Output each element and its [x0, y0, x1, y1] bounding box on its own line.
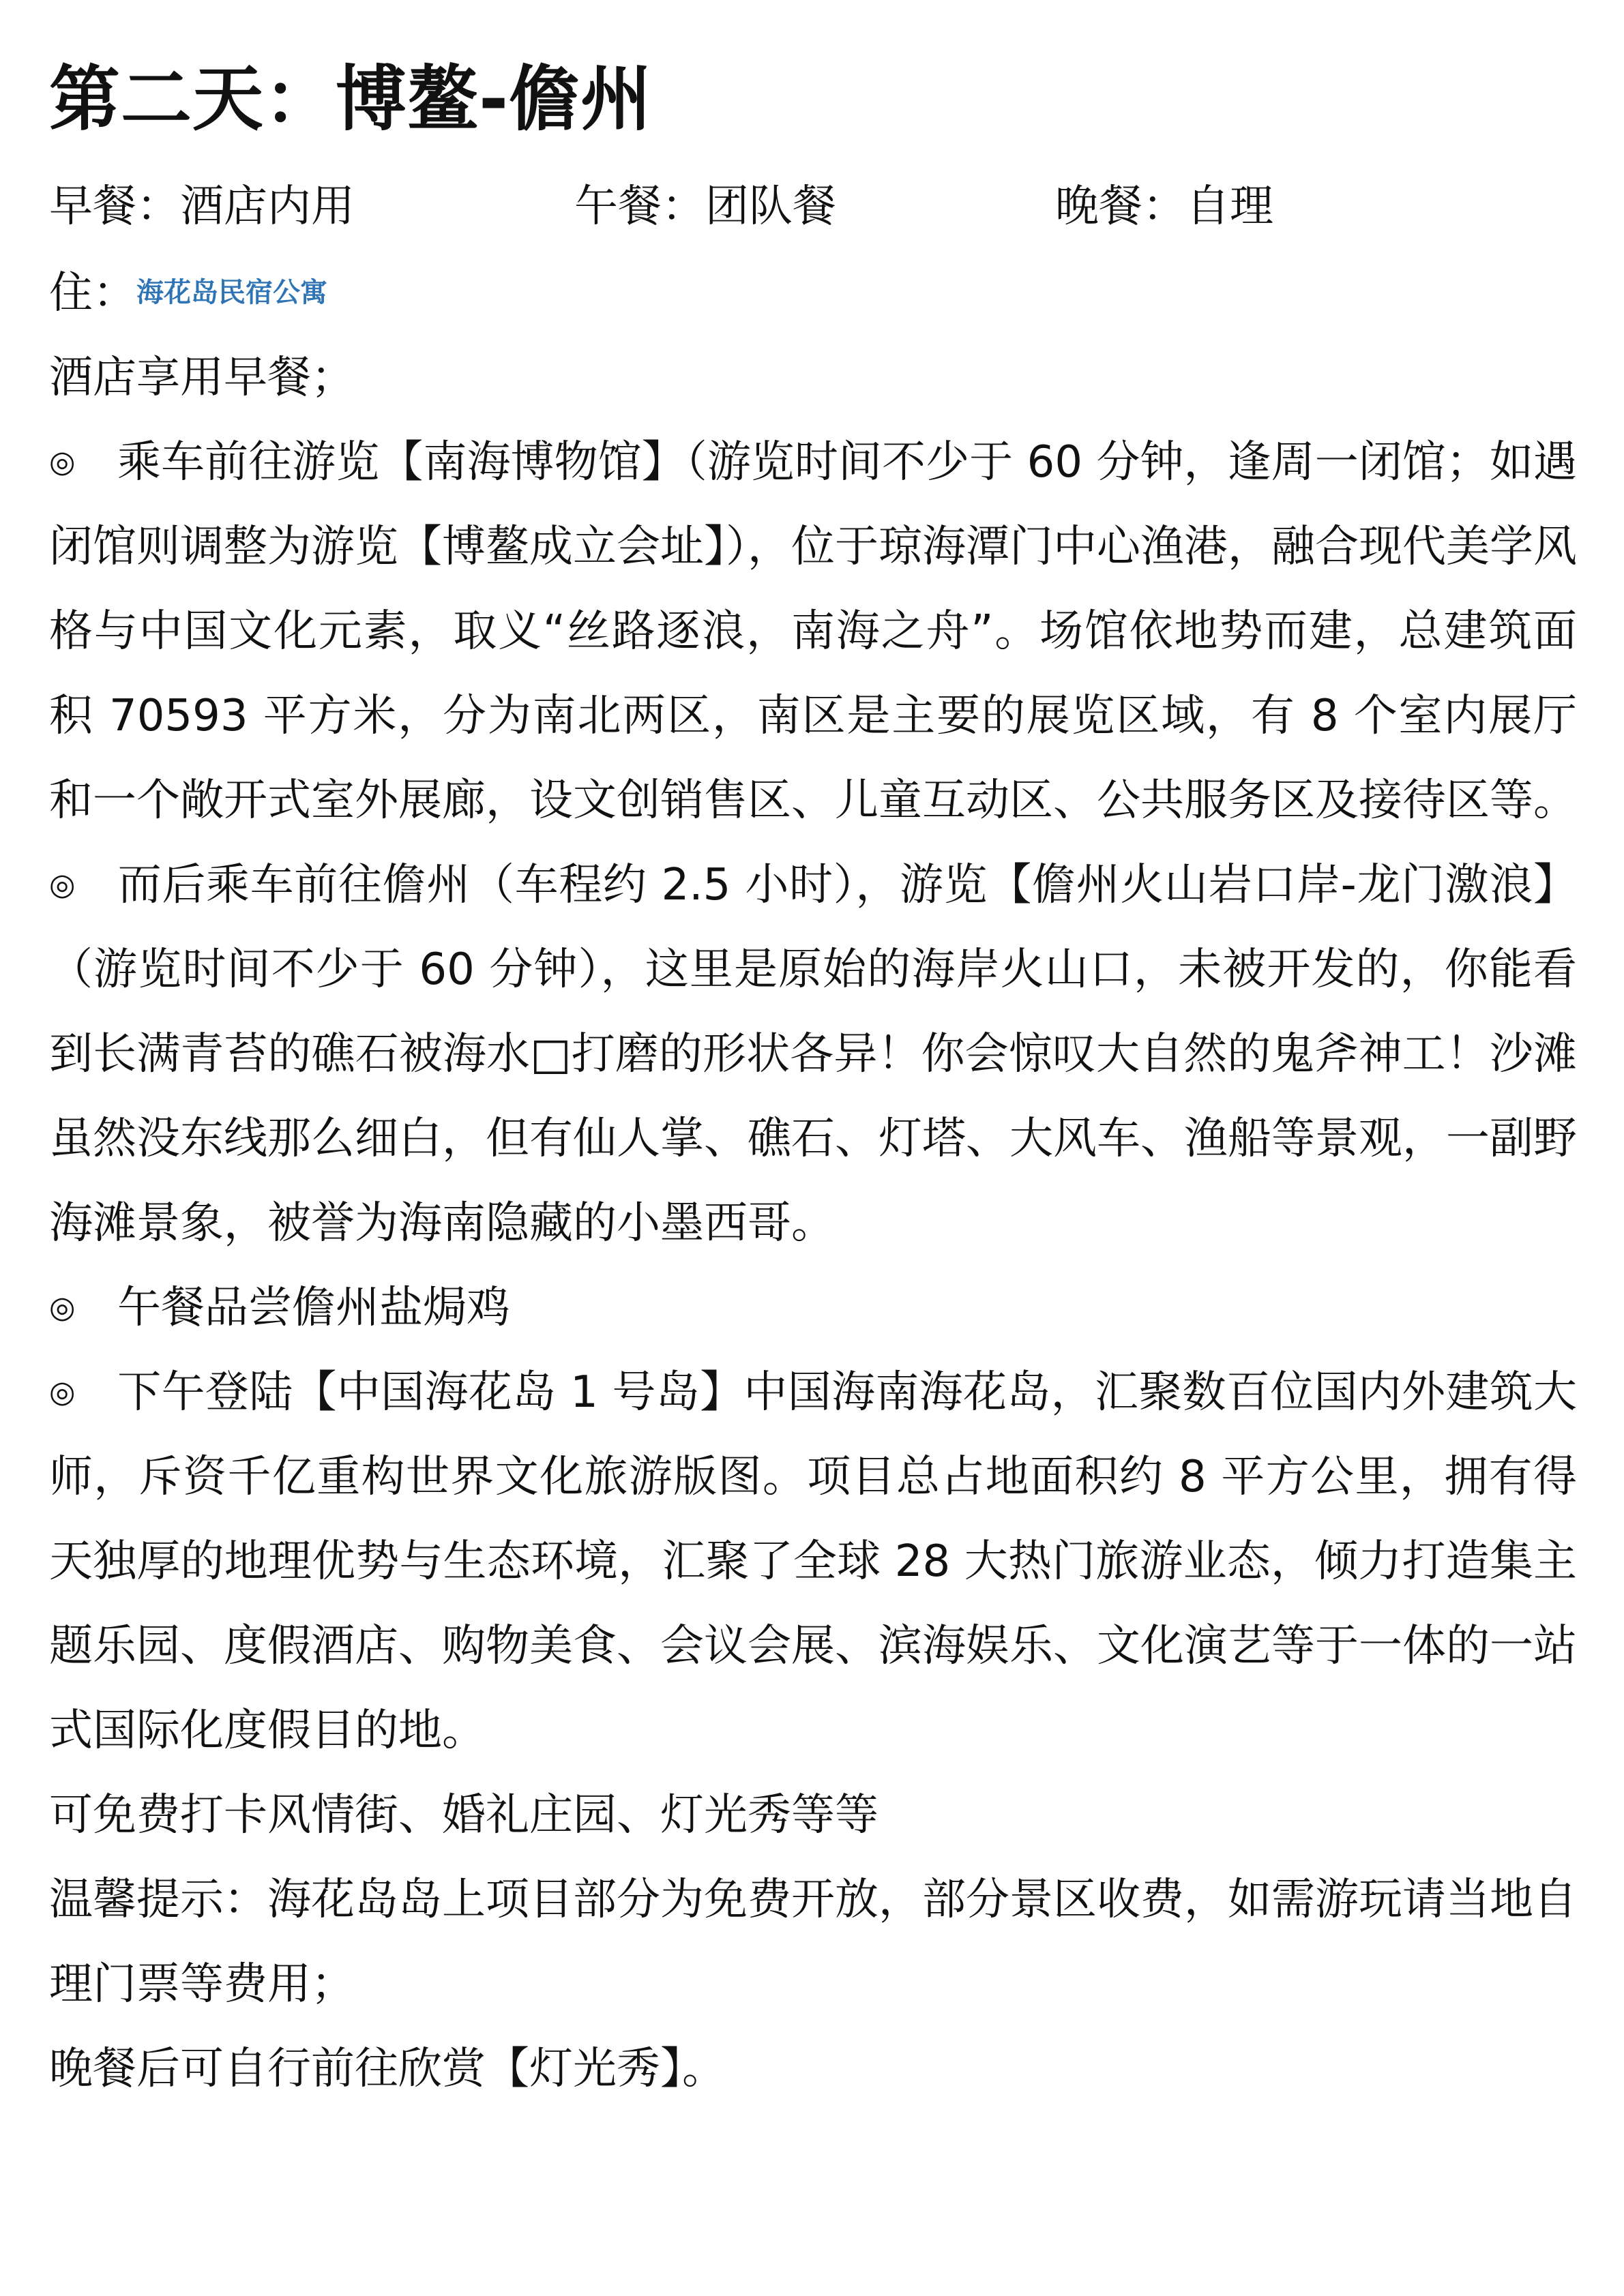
museum-paragraph	[49, 420, 1577, 843]
meal-info	[49, 162, 1577, 251]
free-spots-paragraph: 可免费打卡风情街、婚礼庄园、灯光秀等等	[49, 1790, 879, 1840]
accommodation-label: 住：	[49, 268, 136, 318]
bullet-icon: ◎	[49, 1290, 76, 1325]
danzhou-paragraph	[49, 843, 1577, 1266]
evening-paragraph: 晚餐后可自行前往欣赏【灯光秀】。	[49, 2044, 726, 2094]
breakfast-info: 早餐：酒店内用	[49, 181, 355, 232]
museum-text: 乘车前往游览【南海博物馆】（游览时间不少于 60 分钟，逢周一闭馆；如遇闭馆则调整为游览【博鳌成立会址】），位于琼海潭门中心渔港，融合现代美学风格与中国文化元素，取义“丝路逐浪，南海之舟”。场馆依地势而建，总建筑面积 70593 平方米，分为南北两区，南区是主要的展览区域，有 8 个室内展厅和一个敞开式室外展廊，设文创销售区、儿童互动区、公共服务区及接待区等。	[49, 437, 1577, 826]
lunch-text: 午餐品尝儋州盐焗鸡	[117, 1283, 510, 1333]
bullet-icon: ◎	[49, 1375, 76, 1410]
island-paragraph	[49, 1350, 1577, 1773]
danzhou-text: 而后乘车前往儋州（车程约 2.5 小时），游览【儋州火山岩口岸-龙门激浪】（游览时间不少于 60 分钟），这里是原始的海岸火山口，未被开发的，你能看到长满青苔的礁石被海水□打磨的形状各异！你会惊叹大自然的鬼斧神工！沙滩虽然没东线那么细白，但有仙人掌、礁石、灯塔、大风车、渔船等景观，一副野海滩景象，被誉为海南隐藏的小墨西哥。	[49, 860, 1577, 1249]
island-text: 下午登陆【中国海花岛 1 号岛】中国海南海花岛，汇聚数百位国内外建筑大师，斥资千亿重构世界文化旅游版图。项目总占地面积约 8 平方公里，拥有得天独厚的地理优势与生态环境，汇聚了全球 28 大热门旅游业态，倾力打造集主题乐园、度假酒店、购物美食、会议会展、滨海娱乐、文化演艺等于一体的一站式国际化度假目的地。	[49, 1367, 1577, 1756]
itinerary-page	[49, 48, 1577, 2111]
accommodation-info	[49, 251, 1577, 336]
breakfast-paragraph: 酒店享用早餐；	[49, 353, 355, 403]
lunch-paragraph	[49, 1266, 1577, 1350]
hotel-name: 海花岛民宿公寓	[136, 277, 327, 309]
bullet-icon: ◎	[49, 867, 76, 902]
tips-paragraph: 温馨提示：海花岛岛上项目部分为免费开放，部分景区收费，如需游玩请当地自理门票等费用；	[49, 1875, 1577, 2010]
day-title: 第二天：博鳌-儋州	[49, 57, 653, 140]
bullet-icon: ◎	[49, 445, 76, 479]
dinner-info: 晚餐：自理	[1055, 181, 1273, 232]
lunch-info: 午餐：团队餐	[574, 181, 836, 232]
